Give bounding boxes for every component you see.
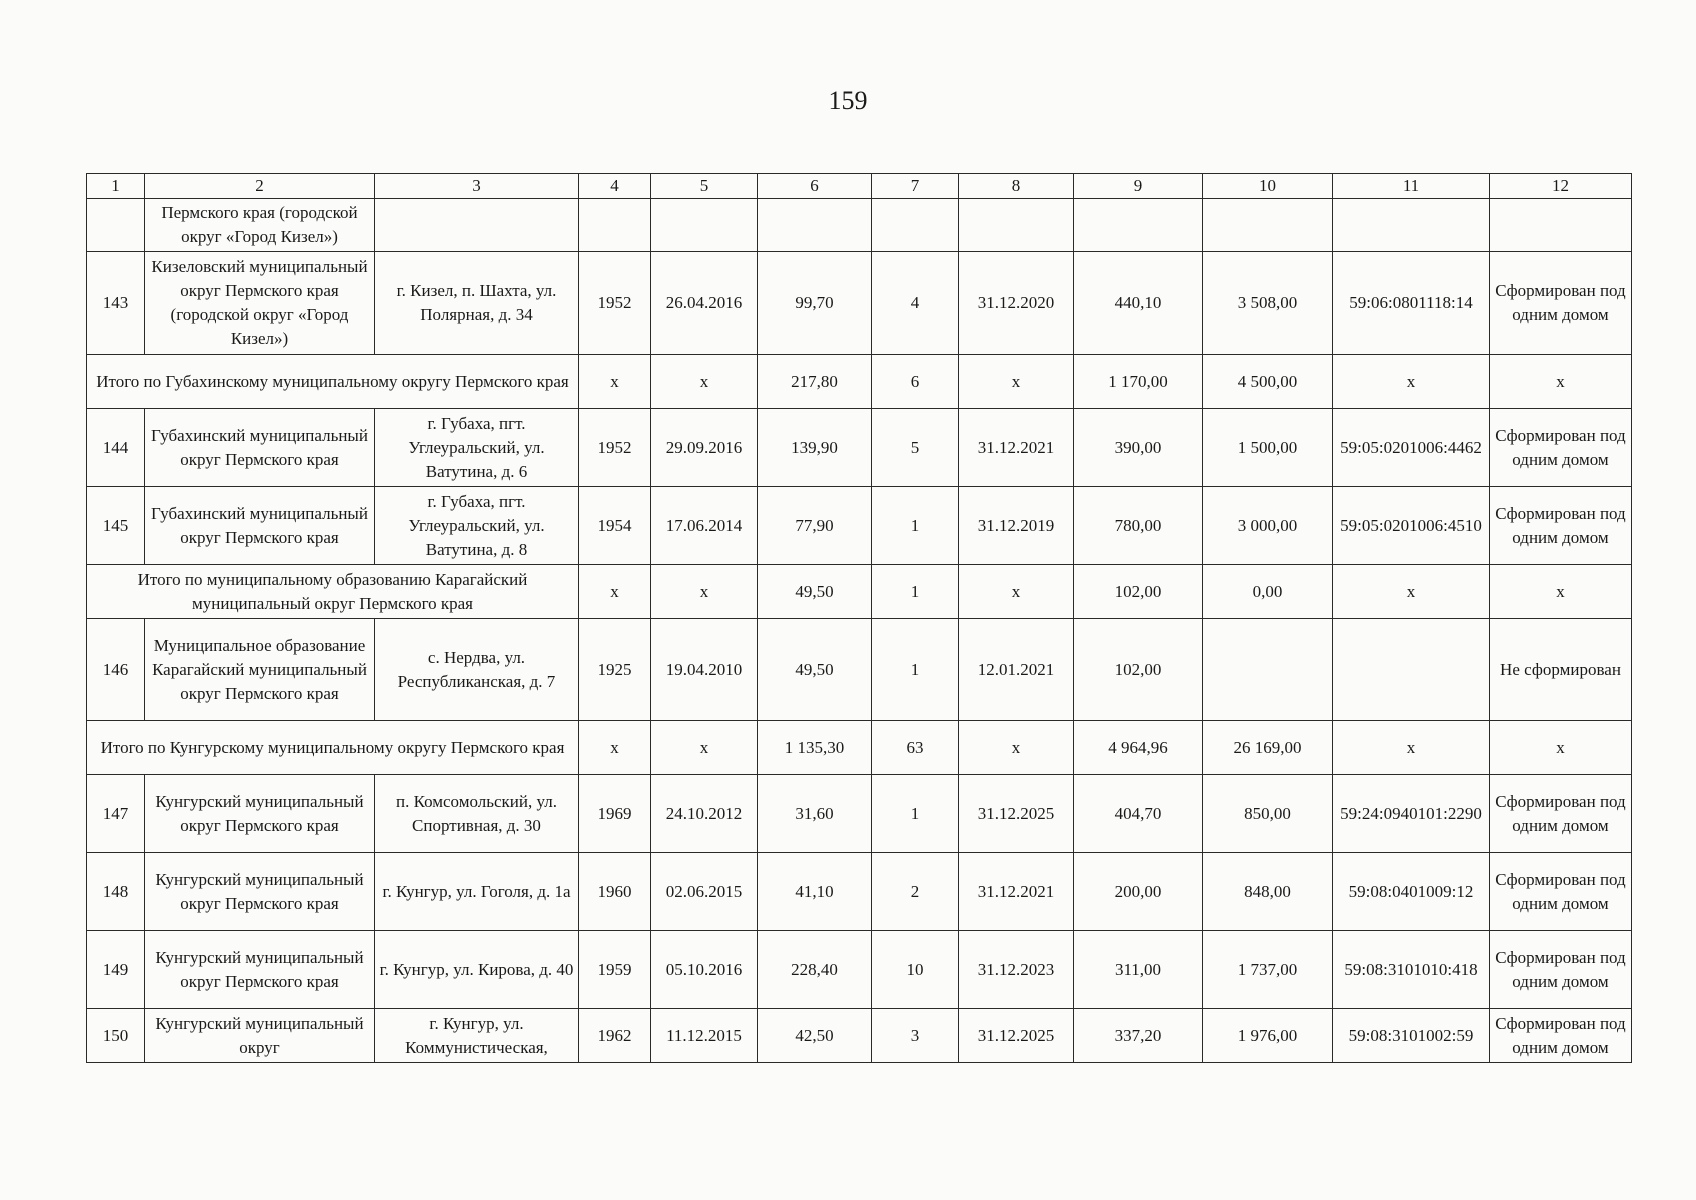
deadline-cell: 31.12.2021 <box>959 409 1074 487</box>
table-row <box>87 1009 1632 1063</box>
status-cell: Сформирован под одним домом <box>1490 252 1632 355</box>
column-number-header: 9 <box>1074 174 1203 199</box>
year-cell: x <box>579 721 651 775</box>
area-cell: 31,60 <box>758 775 872 853</box>
continuation-row <box>87 199 1632 252</box>
subtotal-row <box>87 565 1632 619</box>
column-number-header: 7 <box>872 174 959 199</box>
area-cell: 77,90 <box>758 487 872 565</box>
area-cell: 139,90 <box>758 409 872 487</box>
municipality-cell: Губахинский муниципальный округ Пермского края <box>145 487 375 565</box>
subtotal-row <box>87 355 1632 409</box>
land-area-cell: 4 964,96 <box>1074 721 1203 775</box>
deadline-cell: 31.12.2019 <box>959 487 1074 565</box>
cadastral-number-cell: x <box>1333 355 1490 409</box>
land-area-cell: 311,00 <box>1074 931 1203 1009</box>
column-number-header: 6 <box>758 174 872 199</box>
column-number-header: 5 <box>651 174 758 199</box>
municipality-cell: Кунгурский муниципальный округ Пермского края <box>145 853 375 931</box>
year-cell: 1962 <box>579 1009 651 1063</box>
status-cell: Сформирован под одним домом <box>1490 409 1632 487</box>
subtotal-label: Итого по Губахинскому муниципальному округу Пермского края <box>87 355 579 409</box>
count-cell: 6 <box>872 355 959 409</box>
area-cell: 41,10 <box>758 853 872 931</box>
deadline-cell: 31.12.2020 <box>959 252 1074 355</box>
municipality-cell: Кизеловский муниципальный округ Пермского края (городской округ «Город Кизел») <box>145 252 375 355</box>
cost-cell: 0,00 <box>1203 565 1333 619</box>
status-cell: x <box>1490 721 1632 775</box>
municipality-cell: Губахинский муниципальный округ Пермского края <box>145 409 375 487</box>
cadastral-number-cell: 59:08:3101002:59 <box>1333 1009 1490 1063</box>
row-number-cell: 145 <box>87 487 145 565</box>
deadline-cell: 31.12.2023 <box>959 931 1074 1009</box>
address-cell: г. Кунгур, ул. Кирова, д. 40 <box>375 931 579 1009</box>
count-cell: 63 <box>872 721 959 775</box>
year-cell: 1960 <box>579 853 651 931</box>
land-area-cell: 440,10 <box>1074 252 1203 355</box>
date-cell: 05.10.2016 <box>651 931 758 1009</box>
cadastral-number-cell <box>1333 619 1490 721</box>
year-cell: 1925 <box>579 619 651 721</box>
land-area-cell: 200,00 <box>1074 853 1203 931</box>
cost-cell: 848,00 <box>1203 853 1333 931</box>
year-cell: 1959 <box>579 931 651 1009</box>
housing-register-table <box>86 173 1632 1063</box>
cost-cell: 1 737,00 <box>1203 931 1333 1009</box>
address-cell: г. Кунгур, ул. Коммунистическая, <box>375 1009 579 1063</box>
table-row <box>87 775 1632 853</box>
column-number-header: 3 <box>375 174 579 199</box>
year-cell: x <box>579 565 651 619</box>
date-cell: 24.10.2012 <box>651 775 758 853</box>
count-cell: 2 <box>872 853 959 931</box>
column-number-header: 11 <box>1333 174 1490 199</box>
date-cell: x <box>651 355 758 409</box>
status-cell: x <box>1490 565 1632 619</box>
area-cell: 99,70 <box>758 252 872 355</box>
status-cell: Не сформирован <box>1490 619 1632 721</box>
cadastral-number-cell: x <box>1333 721 1490 775</box>
municipality-cell: Муниципальное образование Карагайский муниципальный округ Пермского края <box>145 619 375 721</box>
row-number-cell: 150 <box>87 1009 145 1063</box>
cadastral-number-cell: 59:05:0201006:4462 <box>1333 409 1490 487</box>
address-cell: п. Комсомольский, ул. Спортивная, д. 30 <box>375 775 579 853</box>
status-cell: x <box>1490 355 1632 409</box>
table-row <box>87 409 1632 487</box>
subtotal-label: Итого по муниципальному образованию Карагайский муниципальный округ Пермского края <box>87 565 579 619</box>
page-number: 159 <box>828 86 868 115</box>
land-area-cell: 1 170,00 <box>1074 355 1203 409</box>
status-cell: Сформирован под одним домом <box>1490 487 1632 565</box>
count-cell: 10 <box>872 931 959 1009</box>
table-row <box>87 853 1632 931</box>
cadastral-number-cell: 59:05:0201006:4510 <box>1333 487 1490 565</box>
date-cell: 17.06.2014 <box>651 487 758 565</box>
address-cell: г. Кунгур, ул. Гоголя, д. 1а <box>375 853 579 931</box>
year-cell: 1969 <box>579 775 651 853</box>
area-cell: 228,40 <box>758 931 872 1009</box>
land-area-cell: 390,00 <box>1074 409 1203 487</box>
status-cell: Сформирован под одним домом <box>1490 775 1632 853</box>
municipality-cell: Пермского края (городской округ «Город Кизел») <box>145 199 375 252</box>
area-cell: 49,50 <box>758 619 872 721</box>
date-cell: 26.04.2016 <box>651 252 758 355</box>
date-cell: x <box>651 565 758 619</box>
date-cell: 02.06.2015 <box>651 853 758 931</box>
cadastral-number-cell: 59:08:0401009:12 <box>1333 853 1490 931</box>
date-cell: 11.12.2015 <box>651 1009 758 1063</box>
deadline-cell: x <box>959 565 1074 619</box>
status-cell: Сформирован под одним домом <box>1490 931 1632 1009</box>
land-area-cell: 102,00 <box>1074 565 1203 619</box>
cadastral-number-cell: x <box>1333 565 1490 619</box>
column-number-header: 8 <box>959 174 1074 199</box>
column-number-header: 2 <box>145 174 375 199</box>
land-area-cell: 337,20 <box>1074 1009 1203 1063</box>
count-cell: 5 <box>872 409 959 487</box>
year-cell: 1952 <box>579 409 651 487</box>
table-row <box>87 487 1632 565</box>
column-number-header: 12 <box>1490 174 1632 199</box>
row-number-cell: 148 <box>87 853 145 931</box>
table-row <box>87 252 1632 355</box>
area-cell: 42,50 <box>758 1009 872 1063</box>
row-number-cell: 147 <box>87 775 145 853</box>
deadline-cell: x <box>959 355 1074 409</box>
count-cell: 1 <box>872 619 959 721</box>
area-cell: 1 135,30 <box>758 721 872 775</box>
table-row <box>87 931 1632 1009</box>
row-number-cell: 143 <box>87 252 145 355</box>
status-cell: Сформирован под одним домом <box>1490 1009 1632 1063</box>
column-number-header: 4 <box>579 174 651 199</box>
cadastral-number-cell: 59:06:0801118:14 <box>1333 252 1490 355</box>
cost-cell: 850,00 <box>1203 775 1333 853</box>
area-cell: 49,50 <box>758 565 872 619</box>
cost-cell: 26 169,00 <box>1203 721 1333 775</box>
year-cell: 1952 <box>579 252 651 355</box>
municipality-cell: Кунгурский муниципальный округ Пермского края <box>145 931 375 1009</box>
cadastral-number-cell: 59:08:3101010:418 <box>1333 931 1490 1009</box>
municipality-cell: Кунгурский муниципальный округ Пермского края <box>145 775 375 853</box>
subtotal-row <box>87 721 1632 775</box>
count-cell: 1 <box>872 775 959 853</box>
column-number-header-row <box>87 174 1632 199</box>
count-cell: 3 <box>872 1009 959 1063</box>
land-area-cell: 404,70 <box>1074 775 1203 853</box>
column-number-header: 10 <box>1203 174 1333 199</box>
address-cell: г. Губаха, пгт. Углеуральский, ул. Ватутина, д. 8 <box>375 487 579 565</box>
deadline-cell: 31.12.2021 <box>959 853 1074 931</box>
address-cell: г. Губаха, пгт. Углеуральский, ул. Ватутина, д. 6 <box>375 409 579 487</box>
cost-cell: 1 976,00 <box>1203 1009 1333 1063</box>
column-number-header: 1 <box>87 174 145 199</box>
cost-cell: 3 508,00 <box>1203 252 1333 355</box>
address-cell: с. Нердва, ул. Республиканская, д. 7 <box>375 619 579 721</box>
count-cell: 4 <box>872 252 959 355</box>
cadastral-number-cell: 59:24:0940101:2290 <box>1333 775 1490 853</box>
cost-cell: 4 500,00 <box>1203 355 1333 409</box>
row-number-cell: 144 <box>87 409 145 487</box>
subtotal-label: Итого по Кунгурскому муниципальному округу Пермского края <box>87 721 579 775</box>
land-area-cell: 102,00 <box>1074 619 1203 721</box>
row-number-cell: 149 <box>87 931 145 1009</box>
area-cell: 217,80 <box>758 355 872 409</box>
cost-cell: 3 000,00 <box>1203 487 1333 565</box>
deadline-cell: 31.12.2025 <box>959 1009 1074 1063</box>
count-cell: 1 <box>872 487 959 565</box>
date-cell: x <box>651 721 758 775</box>
deadline-cell: x <box>959 721 1074 775</box>
year-cell: x <box>579 355 651 409</box>
status-cell: Сформирован под одним домом <box>1490 853 1632 931</box>
table-row <box>87 619 1632 721</box>
address-cell: г. Кизел, п. Шахта, ул. Полярная, д. 34 <box>375 252 579 355</box>
date-cell: 29.09.2016 <box>651 409 758 487</box>
municipality-cell: Кунгурский муниципальный округ <box>145 1009 375 1063</box>
cost-cell: 1 500,00 <box>1203 409 1333 487</box>
count-cell: 1 <box>872 565 959 619</box>
cost-cell <box>1203 619 1333 721</box>
row-number-cell: 146 <box>87 619 145 721</box>
date-cell: 19.04.2010 <box>651 619 758 721</box>
deadline-cell: 12.01.2021 <box>959 619 1074 721</box>
deadline-cell: 31.12.2025 <box>959 775 1074 853</box>
land-area-cell: 780,00 <box>1074 487 1203 565</box>
year-cell: 1954 <box>579 487 651 565</box>
